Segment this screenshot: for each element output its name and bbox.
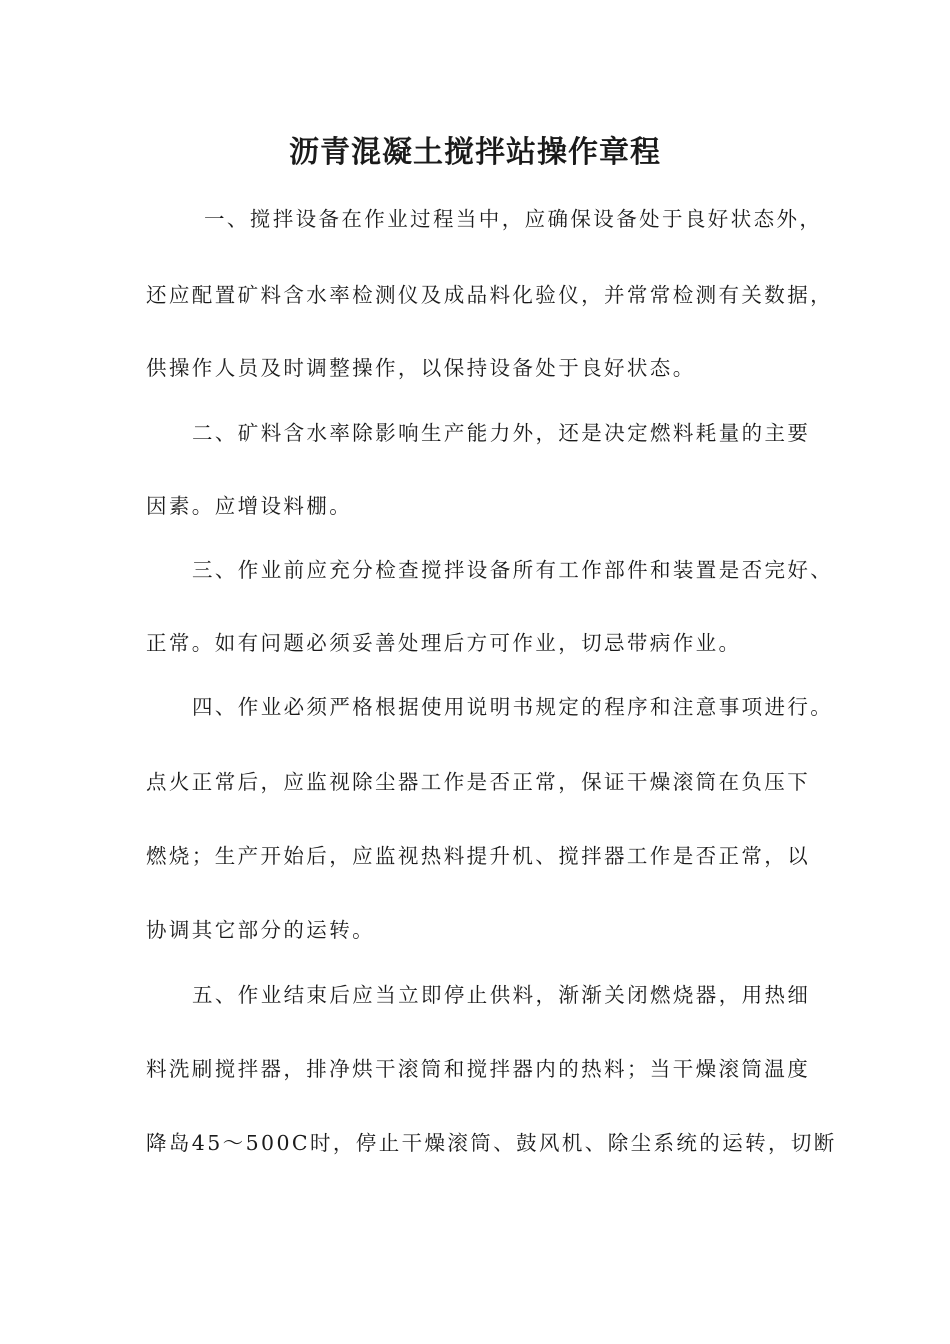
paragraph-4-line-3: 燃烧；生产开始后，应监视热料提升机、搅拌器工作是否正常，以 — [146, 844, 811, 868]
document-title: 沥青混凝土搅拌站操作章程 — [289, 135, 661, 170]
paragraph-1-line-2: 还应配置矿料含水率检测仪及成品料化验仪，并常常检测有关数据， — [146, 283, 833, 307]
paragraph-4-line-2: 点火正常后，应监视除尘器工作是否正常，保证干燥滚筒在负压下 — [146, 770, 811, 794]
paragraph-3-line-2: 正常。如有问题必须妥善处理后方可作业，切忌带病作业。 — [146, 631, 742, 655]
paragraph-1-line-3: 供操作人员及时调整操作，以保持设备处于良好状态。 — [146, 356, 696, 380]
paragraph-4-line-4: 协调其它部分的运转。 — [146, 918, 375, 942]
paragraph-2-line-1: 二、矿料含水率除影响生产能力外，还是决定燃料耗量的主要 — [192, 421, 811, 445]
paragraph-5-line-3: 降岛45～500C时，停止干燥滚筒、鼓风机、除尘系统的运转，切断 — [146, 1131, 837, 1155]
paragraph-5-line-1: 五、作业结束后应当立即停止供料，渐渐关闭燃烧器，用热细 — [192, 983, 811, 1007]
paragraph-1-line-1: 一、搅拌设备在作业过程当中，应确保设备处于良好状态外， — [204, 207, 823, 231]
paragraph-2-line-2: 因素。应增设料棚。 — [146, 494, 353, 518]
paragraph-5-line-2: 料洗刷搅拌器，排净烘干滚筒和搅拌器内的热料；当干燥滚筒温度 — [146, 1057, 811, 1081]
paragraph-3-line-1: 三、作业前应充分检查搅拌设备所有工作部件和装置是否完好、 — [192, 558, 834, 582]
paragraph-4-line-1: 四、作业必须严格根据使用说明书规定的程序和注意事项进行。 — [192, 695, 834, 719]
